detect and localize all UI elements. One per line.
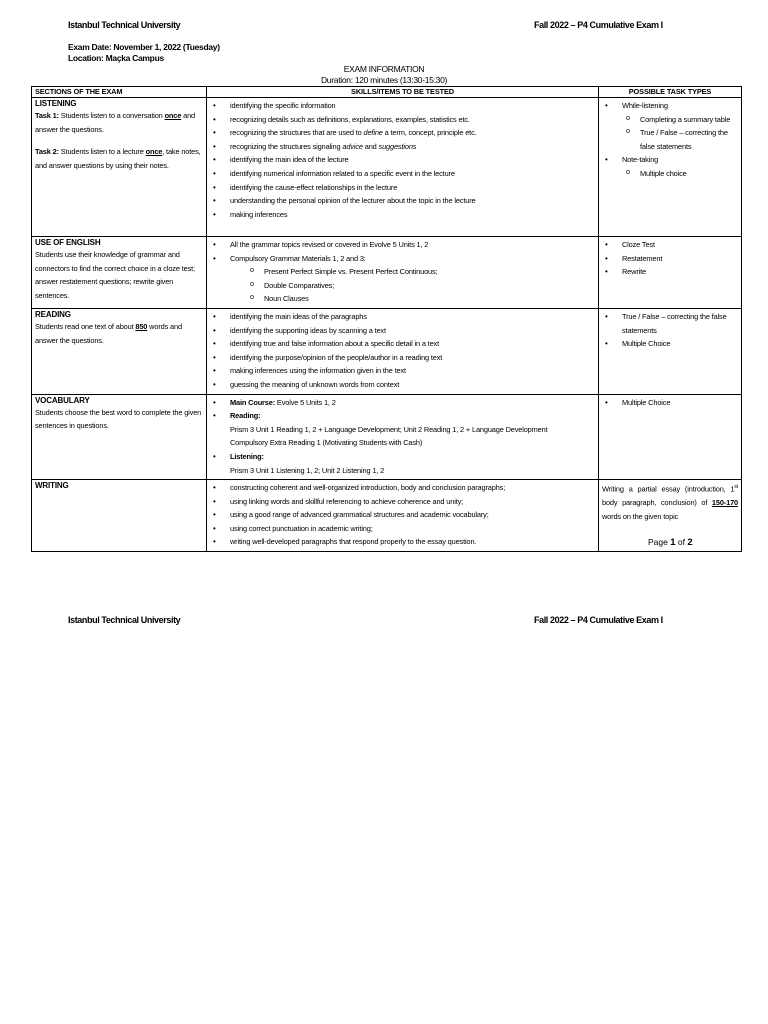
list-item: • making inferences using the information given in the text	[210, 364, 595, 378]
list-item: • Compulsory Grammar Materials 1, 2 and 3: o Present Perfect Simple vs. Present Perfect Continuous; o Double Comparatives; o Noun Clauses	[210, 252, 595, 306]
use-of-english-tasks-cell	[599, 237, 742, 309]
list-item: • recognizing details such as definitions, explanations, examples, statistics etc.	[210, 113, 595, 127]
listening-task1: Task 1: Students listen to a conversation once and answer the questions.	[35, 111, 196, 134]
list-item: • understanding the personal opinion of the lecturer about the topic in the lecture	[210, 194, 595, 208]
university-name: Istanbul Technical University	[68, 20, 181, 30]
vocabulary-reading-line2: Compulsory Extra Reading 1 (Motivating Students with Cash)	[230, 438, 423, 448]
header-task-types: POSSIBLE TASK TYPES	[599, 87, 742, 98]
list-item: o Present Perfect Simple vs. Present Perfect Continuous;	[210, 265, 595, 279]
vocabulary-tasks-cell	[599, 394, 742, 480]
reading-section-cell	[32, 308, 207, 394]
list-item: • Multiple Choice	[602, 396, 738, 410]
list-item: o Completing a summary table	[602, 113, 738, 127]
writing-title: WRITING	[35, 481, 69, 491]
use-of-english-title: USE OF ENGLISH	[35, 238, 101, 247]
header-skills: SKILLS/ITEMS TO BE TESTED	[207, 87, 599, 98]
list-item: • writing well-developed paragraphs that respond properly to the essay question.	[210, 535, 595, 549]
header-sections: SECTIONS OF THE EXAM	[32, 87, 207, 98]
table-row-listening	[32, 98, 742, 237]
table-row-reading	[32, 308, 742, 394]
list-item: o True / False – correcting the false statements	[602, 126, 738, 153]
list-item: • identifying the main ideas of the paragraphs	[210, 310, 595, 324]
list-item: • guessing the meaning of unknown words from context	[210, 378, 595, 392]
list-item: • using correct punctuation in academic writing;	[210, 522, 595, 536]
list-item: o Double Comparatives;	[210, 279, 595, 293]
use-of-english-section-cell	[32, 237, 207, 309]
list-item: • Main Course: Evolve 5 Units 1, 2	[210, 396, 595, 410]
exam-info-table	[31, 86, 742, 552]
listening-task2: Task 2: Students listen to a lecture once, take notes, and answer questions by using their notes.	[35, 147, 201, 170]
list-item: • identifying the main idea of the lecture	[210, 153, 595, 167]
page2-university-name: Istanbul Technical University	[68, 615, 181, 625]
reading-desc: Students read one text of about 850 words and answer the questions.	[35, 321, 182, 345]
exam-name: Fall 2022 – P4 Cumulative Exam I	[534, 20, 663, 30]
list-item: • using linking words and skillful referencing to achieve coherence and unity;	[210, 495, 595, 509]
listening-tasks-cell	[599, 98, 742, 237]
exam-location: Location: Maçka Campus	[68, 53, 164, 63]
reading-tasks-cell	[599, 308, 742, 394]
exam-duration: Duration: 120 minutes (13:30-15:30)	[320, 75, 448, 85]
list-item: • identifying the specific information	[210, 99, 595, 113]
list-item: • Note-taking o Multiple choice	[602, 153, 738, 180]
list-item: o Noun Clauses	[210, 292, 595, 306]
list-item: • recognizing the structures that are used to define a term, concept, principle etc.	[210, 126, 595, 140]
table-header-row	[32, 87, 742, 98]
list-item: • Multiple Choice	[602, 337, 738, 351]
list-item: o Multiple choice	[602, 167, 738, 181]
list-item: • identifying numerical information related to a specific event in the lecture	[210, 167, 595, 181]
list-item: • While-listening o Completing a summary table o True / False – correcting the false statements	[602, 99, 738, 153]
list-item: • Listening:	[210, 450, 595, 464]
use-of-english-skills-cell	[207, 237, 599, 309]
page-number: Page 1 of 2	[648, 537, 693, 548]
list-item: • identifying the cause-effect relationships in the lecture	[210, 181, 595, 195]
vocabulary-reading-line1: Prism 3 Unit 1 Reading 1, 2 + Language Development; Unit 2 Reading 1, 2 + Language Development	[230, 424, 548, 434]
vocabulary-section-cell	[32, 394, 207, 480]
exam-info-title: EXAM INFORMATION	[343, 64, 425, 74]
vocabulary-listening-line: Prism 3 Unit 1 Listening 1, 2; Unit 2 Listening 1, 2	[230, 465, 385, 475]
listening-title: LISTENING	[35, 99, 77, 108]
list-item: • Restatement	[602, 252, 738, 266]
list-item: • identifying the supporting ideas by scanning a text	[210, 324, 595, 338]
reading-title: READING	[35, 309, 71, 319]
list-item: • recognizing the structures signaling advice and suggestions	[210, 140, 595, 154]
list-item: • Cloze Test	[602, 238, 738, 252]
list-item: • making inferences	[210, 208, 595, 222]
exam-date: Exam Date: November 1, 2022 (Tuesday)	[68, 42, 220, 52]
table-row-use-of-english	[32, 237, 742, 309]
list-item: • Reading:	[210, 409, 595, 423]
list-item: • using a good range of advanced grammatical structures and academic vocabulary;	[210, 508, 595, 522]
list-item: • True / False – correcting the false statements	[602, 310, 738, 337]
page2-exam-name: Fall 2022 – P4 Cumulative Exam I	[534, 615, 663, 625]
writing-skills-cell	[207, 480, 599, 552]
listening-section-cell	[32, 98, 207, 237]
table-row-writing	[32, 480, 742, 552]
vocabulary-skills-cell	[207, 394, 599, 480]
vocabulary-title: VOCABULARY	[35, 395, 90, 405]
list-item: • constructing coherent and well-organized introduction, body and conclusion paragraphs;	[210, 481, 595, 495]
writing-task-text: Writing a partial essay (introduction, 1st body paragraph, conclusion) of 150-170 words on the given topic	[602, 484, 738, 521]
list-item: • All the grammar topics revised or covered in Evolve 5 Units 1, 2	[210, 238, 595, 252]
list-item: • Rewrite	[602, 265, 738, 279]
listening-skills-cell	[207, 98, 599, 237]
reading-skills-cell	[207, 308, 599, 394]
use-of-english-desc: Students use their knowledge of grammar and connectors to find the correct choice in a cloze test; answer restatement questions; rewrite given sentences.	[35, 250, 195, 300]
list-item: • identifying the purpose/opinion of the people/author in a reading text	[210, 351, 595, 365]
writing-section-cell	[32, 480, 207, 552]
table-row-vocabulary	[32, 394, 742, 480]
vocabulary-desc: Students choose the best word to complete the given sentences in questions.	[35, 407, 202, 431]
list-item: • identifying true and false information about a specific detail in a text	[210, 337, 595, 351]
